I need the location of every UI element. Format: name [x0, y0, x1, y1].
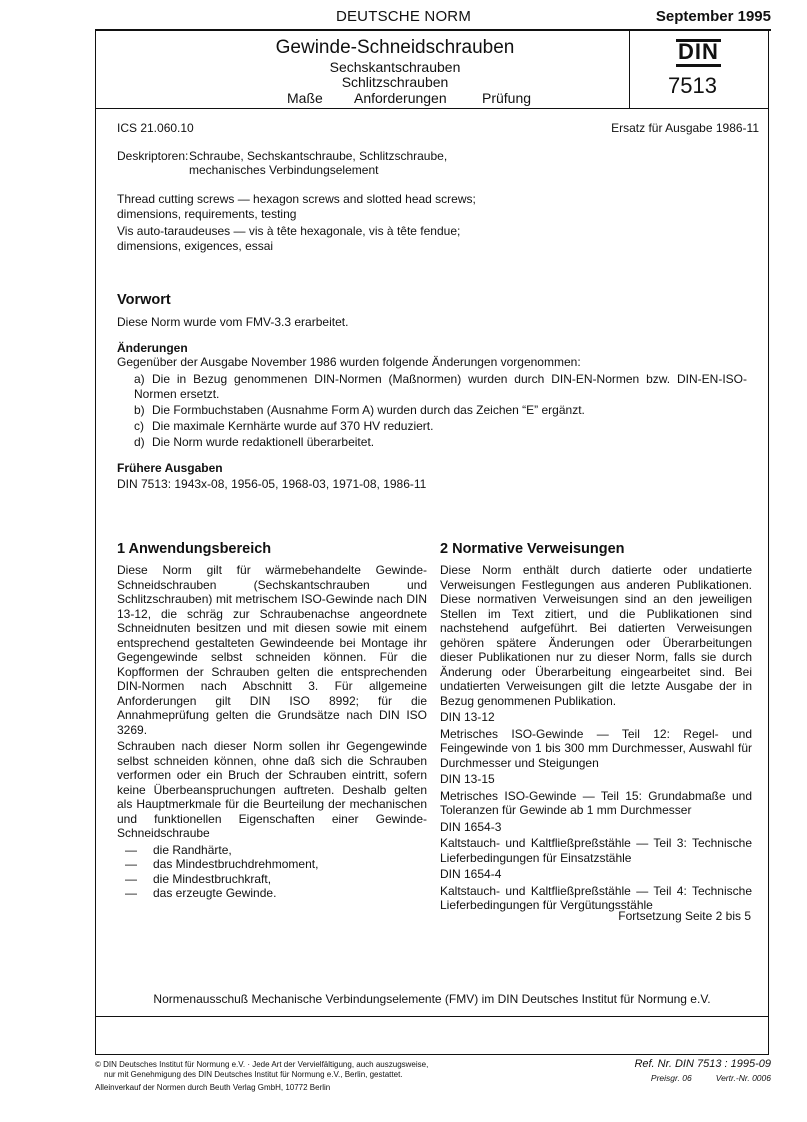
dash-item: — das Mindestbruchdrehmoment,: [125, 857, 319, 871]
english-title-1: Thread cutting screws — hexagon screws and slotted head screws;: [117, 192, 476, 206]
continuation-note: Fortsetzung Seite 2 bis 5: [618, 909, 751, 923]
subtitle-2: Schlitzschrauben: [341, 74, 449, 90]
change-marker-d: d): [134, 435, 145, 449]
descriptors-label: Deskriptoren:: [117, 149, 189, 163]
norm-label: DEUTSCHE NORM: [335, 8, 472, 25]
committee-rule: [95, 1016, 769, 1017]
section-1-para-1: Diese Norm gilt für wärmebehandelte Gewinde-Schneidschrauben (Sechskantschrauben und Schlitzschrauben) mit metrischem ISO-Gewinde nach DIN 13-12, die schräg zur Schraubenachse angeordnete Schneidnuten besitzen und mit diesen sowie mit einem entsprechend gestalteten Gewindeende bei Montage ihr Gegengewinde selbst schneiden können. Für die Kopfformen der Schrauben gelten die entsprechenden DIN-Normen nach Abschnitt 3. Für allgemeine Anforderungen gilt DIN ISO 8992; für die Annahmeprüfung gelten die Grundsätze nach DIN ISO 3269.: [117, 563, 427, 737]
replacement-note: Ersatz für Ausgabe 1986-11: [611, 121, 759, 135]
ref-code: DIN 13-15: [440, 772, 495, 786]
ref-code: DIN 1654-3: [440, 819, 502, 834]
section-1-para-2: Schrauben nach dieser Norm sollen ihr Gegengewinde selbst schneiden können, ohne daß sich die Schrauben verformen oder ein Bruch der Schrauben eintritt, sofern keine Überbeanspruchungen auftreten. Deshalb gelten als Hauptmerkmale für die Beurteilung der mechanischen und funktionellen Eigenschaften einer Gewinde-Schneidschraube: [117, 739, 427, 840]
fruehere-text: DIN 7513: 1943x-08, 1956-05, 1968-03, 1971-08, 1986-11: [117, 477, 427, 491]
ref-text: Kaltstauch- und Kaltfließpreßstähle — Teil 3: Technische Lieferbedingungen für Einsatzstähle: [440, 836, 752, 865]
change-marker-b: b): [134, 403, 145, 417]
aenderungen-heading: Änderungen: [117, 341, 188, 355]
aenderungen-intro: Gegenüber der Ausgabe November 1986 wurden folgende Änderungen vorgenommen:: [117, 355, 581, 369]
descriptors-line-1: Schraube, Sechskantschraube, Schlitzschraube,: [189, 149, 448, 163]
ref-code: DIN 13-12: [440, 710, 495, 724]
dash-item: — die Randhärte,: [125, 842, 232, 857]
section-2-body: [440, 563, 752, 915]
vorwort-text: Diese Norm wurde vom FMV-3.3 erarbeitet.: [117, 315, 349, 329]
document-title: Gewinde-Schneidschrauben: [275, 37, 515, 58]
price-group: Preisgr. 06: [650, 1073, 692, 1083]
copyright-line-2: nur mit Genehmigung des DIN Deutsches Institut für Normung e.V., Berlin, gestattet.: [104, 1070, 403, 1079]
english-title-2: dimensions, requirements, testing: [117, 207, 297, 221]
change-marker-a: a): [134, 372, 145, 386]
fruehere-heading: Frühere Ausgaben: [117, 461, 223, 475]
vorwort-heading: Vorwort: [117, 292, 171, 308]
publication-date: September 1995: [655, 8, 771, 25]
change-text-a-line2: Normen ersetzt.: [134, 387, 220, 401]
price-group-row: [651, 1073, 771, 1083]
descriptors-line-2: mechanisches Verbindungselement: [189, 163, 379, 177]
french-title-2: dimensions, exigences, essai: [117, 239, 274, 253]
section-2-heading: 2 Normative Verweisungen: [440, 541, 625, 557]
french-title-1: Vis auto-taraudeuses — vis à tête hexagonale, vis à tête fendue;: [117, 224, 461, 238]
ref-text: Kaltstauch- und Kaltfließpreßstähle — Teil 4: Technische Lieferbedingungen für Vergütungsstähle: [440, 883, 752, 912]
tag-anforderungen: Anforderungen: [354, 90, 447, 106]
ref-code: DIN 1654-4: [440, 867, 502, 881]
section-1-body: [117, 563, 427, 901]
ref-text: Metrisches ISO-Gewinde — Teil 15: Grundabmaße und Toleranzen für Gewinde ab 1 mm Durchmesser: [440, 788, 752, 817]
ref-text: Metrisches ISO-Gewinde — Teil 12: Regel- und Feingewinde von 1 bis 300 mm Durchmesser, Auswahl für Durchmesser und Steigungen: [440, 726, 752, 770]
reference-number: Ref. Nr. DIN 7513 : 1995-09: [634, 1058, 771, 1070]
change-marker-c: c): [134, 419, 144, 433]
dash-item: — die Mindestbruchkraft,: [125, 871, 272, 886]
change-text-a-line1: Die in Bezug genommenen DIN-Normen (Maßnormen) wurden durch DIN-EN-Normen bzw. DIN-EN-ISO-: [152, 372, 747, 386]
committee-line: Normenausschuß Mechanische Verbindungselemente (FMV) im DIN Deutsches Institut für Normung e.V.: [153, 992, 711, 1006]
din-logo: DIN: [676, 40, 721, 67]
distribution-line: Alleinverkauf der Normen durch Beuth Verlag GmbH, 10772 Berlin: [95, 1083, 331, 1092]
din-number: 7513: [668, 73, 717, 98]
change-text-d: Die Norm wurde redaktionell überarbeitet.: [152, 435, 375, 449]
copyright-line-1: © DIN Deutsches Institut für Normung e.V. · Jede Art der Vervielfältigung, auch auszugsweise,: [95, 1060, 429, 1069]
change-text-b: Die Formbuchstaben (Ausnahme Form A) wurden durch das Zeichen “E” ergänzt.: [152, 403, 585, 417]
dash-item: — das erzeugte Gewinde.: [125, 886, 277, 900]
tag-masse: Maße: [287, 90, 323, 106]
tag-pruefung: Prüfung: [482, 90, 532, 106]
change-text-c: Die maximale Kernhärte wurde auf 370 HV reduziert.: [152, 419, 434, 433]
vertr-number: Vertr.-Nr. 0006: [715, 1073, 771, 1083]
subtitle-1: Sechskantschrauben: [329, 59, 461, 75]
ics-code: ICS 21.060.10: [117, 121, 194, 135]
section-1-heading: 1 Anwendungsbereich: [117, 541, 272, 557]
section-2-para-1: Diese Norm enthält durch datierte oder undatierte Verweisungen Festlegungen aus anderen Publikationen. Diese normativen Verweisungen sind an den jeweiligen Stellen im Text zitiert, und die Publikationen sind nachstehend aufgeführt. Bei datierten Verweisungen gehören spätere Änderungen oder Überarbeitungen dieser Publikationen nur zu dieser Norm, falls sie durch Änderung oder Überarbeitung eingearbeitet sind. Bei undatierten Verweisungen gilt die letzte Ausgabe der in Bezug genommenen Publikation.: [440, 563, 752, 708]
